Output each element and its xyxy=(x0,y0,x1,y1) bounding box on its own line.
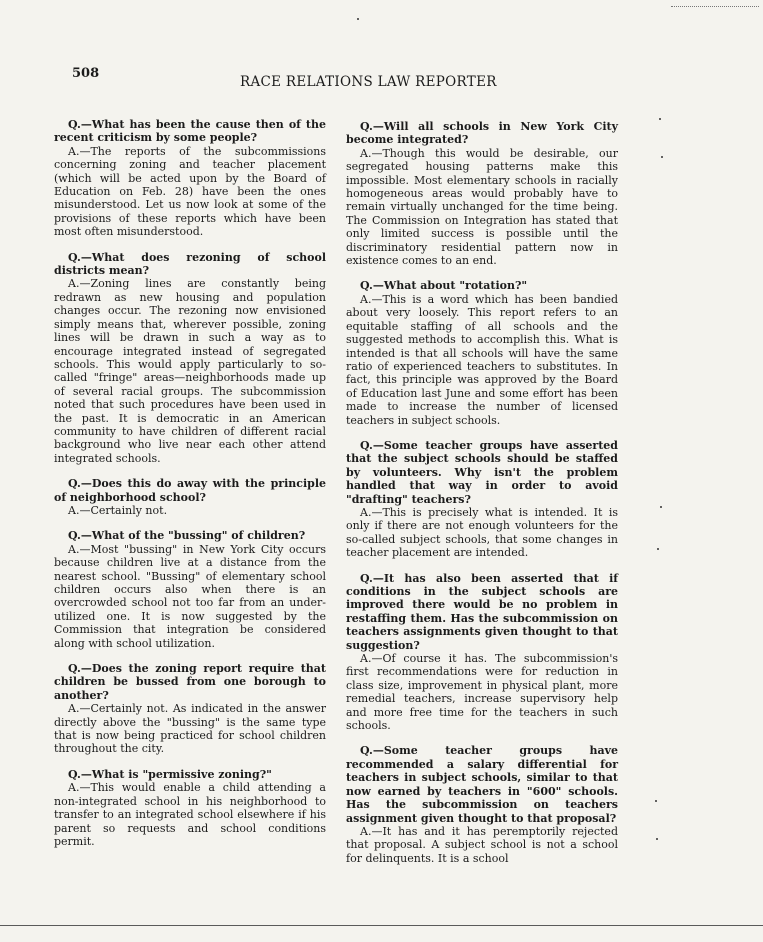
qa-item xyxy=(346,572,618,733)
qa-item xyxy=(54,477,326,517)
qa-item xyxy=(346,744,618,865)
answer: A.—Certainly not. xyxy=(68,503,168,517)
top-corner-mark xyxy=(671,0,759,7)
answer: A.—Certainly not. As indicated in the answer directly above the "bussing" is the same type that is now being practiced for school children throughout the city. xyxy=(54,702,326,756)
answer: A.—This is precisely what is intended. It is only if there are not enough volunteers for the so-called subject schools, that some changes in teacher placement are intended. xyxy=(346,505,618,560)
answer: A.—It has and it has peremptorily rejected that proposal. A subject school is not a school for delinquents. It is a school xyxy=(346,824,618,865)
question: Q.—What of the "bussing" of children? xyxy=(68,529,306,543)
answer: A.—Most "bussing" in New York City occurs because children live at a distance from the nearest school. "Bussing" of elementary school children occurs also when there is an overcrowded school not too far from an under-utilized one. It is now suggested by the Commission that integration be considered along with school utilization. xyxy=(54,542,326,650)
scan-speck xyxy=(661,156,663,158)
question: Q.—What has been the cause then of the recent criticism by some people? xyxy=(54,118,326,145)
question: Q.—Does this do away with the principle of neighborhood school? xyxy=(54,477,326,504)
qa-item xyxy=(54,251,326,466)
question: Q.—Some teacher groups have asserted that the subject schools should be staffed by volunteers. Why isn't the problem handled that way in order to avoid "drafting" teachers? xyxy=(346,438,618,506)
page-number: 508 xyxy=(72,66,100,81)
scan-speck xyxy=(655,800,657,802)
left-column xyxy=(54,118,326,860)
scan-speck xyxy=(656,838,658,840)
question: Q.—Will all schools in New York City become integrated? xyxy=(346,120,618,147)
answer: A.—The reports of the subcommissions concerning zoning and teacher placement (which will be acted upon by the Board of Education on Feb. 28) have been the ones misunderstood. Let us now look at some of the provisions of these reports which have been most often misunderstood. xyxy=(54,144,326,239)
answer: A.—This would enable a child attending a non-integrated school in his neighborhood to transfer to an integrated school elsewhere if his parent so requests and school conditions permit. xyxy=(54,781,326,848)
question: Q.—It has also been asserted that if conditions in the subject schools are improved there would be no problem in restaffing them. Has the subcommission on teachers assignments given thought to that suggestion? xyxy=(346,571,618,652)
qa-item xyxy=(346,279,618,426)
answer: A.—Of course it has. The subcommission's first recommendations were for reduction in class size, improvement in physical plant, more remedial teachers, increase supervisory help and more free time for the teachers in such schools. xyxy=(346,652,618,733)
question: Q.—Some teacher groups have recommended a salary differential for teachers in subject schools, similar to that now earned by teachers in "600" schools. Has the subcommission on teachers assignment given thought to that proposal? xyxy=(346,744,618,825)
scan-speck xyxy=(657,548,659,550)
answer: A.—Though this would be desirable, our segregated housing patterns make this impossible. Most elementary schools in racially homogeneous areas would probably have to remain virtually unchanged for the time being. The Commission on Integration has stated that only limited success is possible until the discriminatory residential pattern now in existence comes to an end. xyxy=(346,146,618,268)
scan-speck xyxy=(660,506,662,508)
question: Q.—What about "rotation?" xyxy=(360,279,528,293)
scan-speck xyxy=(659,118,661,120)
qa-item xyxy=(54,662,326,756)
qa-item xyxy=(346,120,618,267)
qa-item xyxy=(54,768,326,848)
question: Q.—Does the zoning report require that children be bussed from one borough to another? xyxy=(54,662,326,702)
qa-item xyxy=(346,439,618,560)
qa-item xyxy=(54,529,326,650)
answer: A.—This is a word which has been bandied about very loosely. This report refers to an equitable staffing of all schools and the suggested methods to accomplish this. What is intended is that all schools will have the same ratio of experienced teachers to substitutes. In fact, this principle was approved by the Board of Education last June and some effort has been made to increase the number of licensed teachers in subject schools. xyxy=(346,292,618,427)
qa-item xyxy=(54,118,326,239)
answer: A.—Zoning lines are constantly being redrawn as new housing and population changes occur. The rezoning now envisioned simply means that, wherever possible, zoning lines will be drawn in such a way as to encourage integrated instead of segregated schools. This would apply particularly to so-called "fringe" areas—neighborhoods made up of several racial groups. The subcommission noted that such procedures have been used in the past. It is democratic in an American community to have children of different racial background who live near each other attend integrated schools. xyxy=(54,277,326,465)
scan-speck xyxy=(357,18,359,20)
bottom-scan-line xyxy=(0,925,763,926)
running-head: RACE RELATIONS LAW REPORTER xyxy=(240,74,497,90)
right-column xyxy=(346,120,618,877)
question: Q.—What does rezoning of school districts mean? xyxy=(54,250,326,278)
question: Q.—What is "permissive zoning?" xyxy=(68,767,272,781)
